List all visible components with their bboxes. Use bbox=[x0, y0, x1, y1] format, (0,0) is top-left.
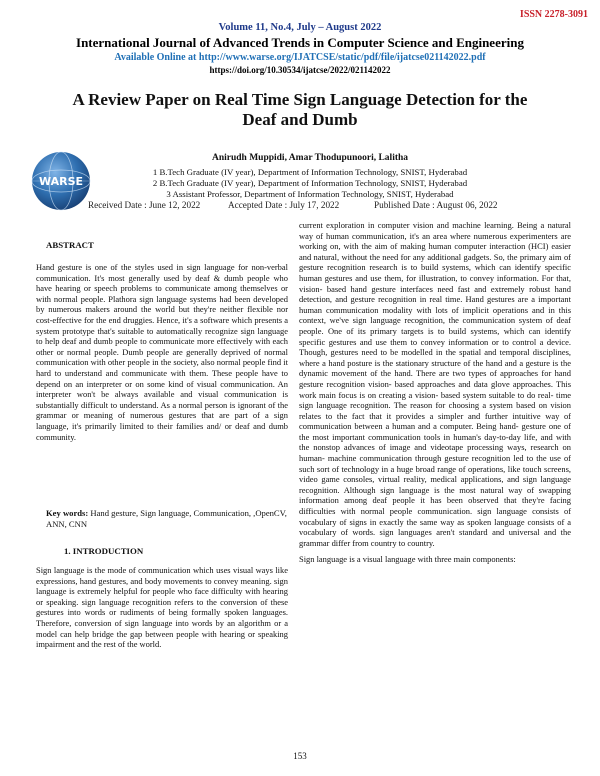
online-url-link[interactable]: Available Online at http://www.warse.org/IJATCSE/static/pdf/file/ijatcse021142022.pdf bbox=[114, 52, 486, 63]
doi-link[interactable]: https://doi.org/10.30534/ijatcse/2022/021142022 bbox=[209, 65, 391, 75]
affiliation-3: 3 Assistant Professor, Department of Information Technology, SNIST, Hyderabad bbox=[166, 189, 454, 199]
keywords bbox=[46, 508, 288, 529]
keywords-label: Key words: bbox=[46, 508, 89, 518]
introduction-text: Sign language is the mode of communication which uses visual ways like expressions, hand gestures, and body movements to convey meaning. sign language is extremely helpful for people who face difficulty with hearing or speaking. sign language recognition refers to the conversion of these gestures into words or rudiments of being formally spoken languages. Therefore, conversion of sign language into words by an algorithm or a model can help bridge the gap between people with hearing or speaking impairment and the rest of the world. bbox=[36, 565, 288, 650]
published-date: Published Date : August 06, 2022 bbox=[374, 200, 498, 210]
right-column-paragraph-2: Sign language is a visual language with three main components: bbox=[299, 554, 516, 565]
logo-text: WARSE bbox=[38, 175, 84, 188]
warse-logo bbox=[30, 150, 92, 212]
affiliation-2: 2 B.Tech Graduate (IV year), Department of Information Technology, SNIST, Hyderabad bbox=[152, 178, 468, 188]
accepted-date: Accepted Date : July 17, 2022 bbox=[228, 200, 340, 210]
right-column bbox=[299, 220, 571, 565]
journal-title: International Journal of Advanced Trends in Computer Science and Engineering bbox=[76, 35, 524, 50]
abstract-heading: ABSTRACT bbox=[46, 240, 94, 250]
issn-label: ISSN 2278-3091 bbox=[519, 9, 588, 20]
paper-title: A Review Paper on Real Time Sign Language Detection for the Deaf and Dumb bbox=[72, 90, 528, 129]
abstract-text: Hand gesture is one of the styles used in sign language for non-verbal communication. It's most generally used by deaf & dumb people who have hearing or speech problems to communicate among themselves or with normal people. Plathora sign language systems had been developed by numerous makers around the world but they're neither flexible nor cost-effective for the end druggies. Hence, it's a software which presents a system prototype that's suitable to automatically recognize sign language to help deaf and dumb people to communicate more effectively with each other or normal people. Dumb people are generally deprived of normal communication with other people in the society, also normal people find it hard to understand and communicate with them. These people have to depend on an interpreter or on some kind of visual communication. An interpreter won't be always available and visual communication is substantially difficult to understand. As a normal person is ignorant of the grammar or meaning of numerous gestures that are part of a sign language, it's primarily limited to their families and/ or deaf and dumb community. bbox=[36, 262, 288, 442]
page-number: 153 bbox=[293, 751, 307, 761]
authors-line: Anirudh Muppidi, Amar Thodupunoori, Lalitha bbox=[211, 153, 409, 163]
received-date: Received Date : June 12, 2022 bbox=[88, 200, 201, 210]
keywords-text: Hand gesture, Sign language, Communication, ,OpenCV, ANN, CNN bbox=[46, 508, 287, 529]
introduction-heading: 1. INTRODUCTION bbox=[64, 546, 144, 556]
right-column-paragraph-1: current exploration in computer vision and machine learning. Being a natural way of human communication, it's an area where numerous experimenters are working on, with the aim of making human computer interaction (HCI) easier and natural, without the need for any additional gadgets. So, the primary aim of gesture recognition research is to build systems, which can identify specific human gestures and use them, for illustration, to convey information. For that, vision- based hand gesture interfaces need fast and extremely robust hand detection, and gesture recognition in real time. Hand gestures are a important human communication modality with lots of implicit operations and in this context, we've sign language recognition, the communication system of deaf people. One of its primary targets is to build systems, which can identify specific gestures and use them to convey information or to control a device. Though, gestures need to be modelled in the spatial and temporal disciplines, where a hand posture is the stationary structure of the hand and a gesture is the dynamic movement of the hand. There are two types of approaches for hand gesture recognition vision- based approaches and data glove approaches. This work main focus is on creating a vision- based system suitable to do real- time sign language recognition. The reason for choosing a system based on vision relates to the fact that it provides a simpler and further intuitive way of communication between a human and a computer. Being hand- gesture one of the most important communication tools in human's day-to-day life, and with the nonstop advances of image and videotape processing ways, research on human- machine communication through gesture recognition led to the use of such sort of technology in a huge broad range of operations, like touch screens, video game consoles, virtual reality, medical applications, and sign language recognition. Although sign language is the most natural way of swapping information among deaf people it has been observed that they're facing difficulties with normal people communication. sign language consists of vocabulary of signs in exactly the same way as spoken language consists of a vocabulary of words. sign languages aren't standard and universal and the grammar differ from country to country. bbox=[299, 220, 571, 548]
volume-line: Volume 11, No.4, July – August 2022 bbox=[218, 22, 382, 33]
affiliation-1: 1 B.Tech Graduate (IV year), Department of Information Technology, SNIST, Hyderabad bbox=[152, 167, 468, 177]
